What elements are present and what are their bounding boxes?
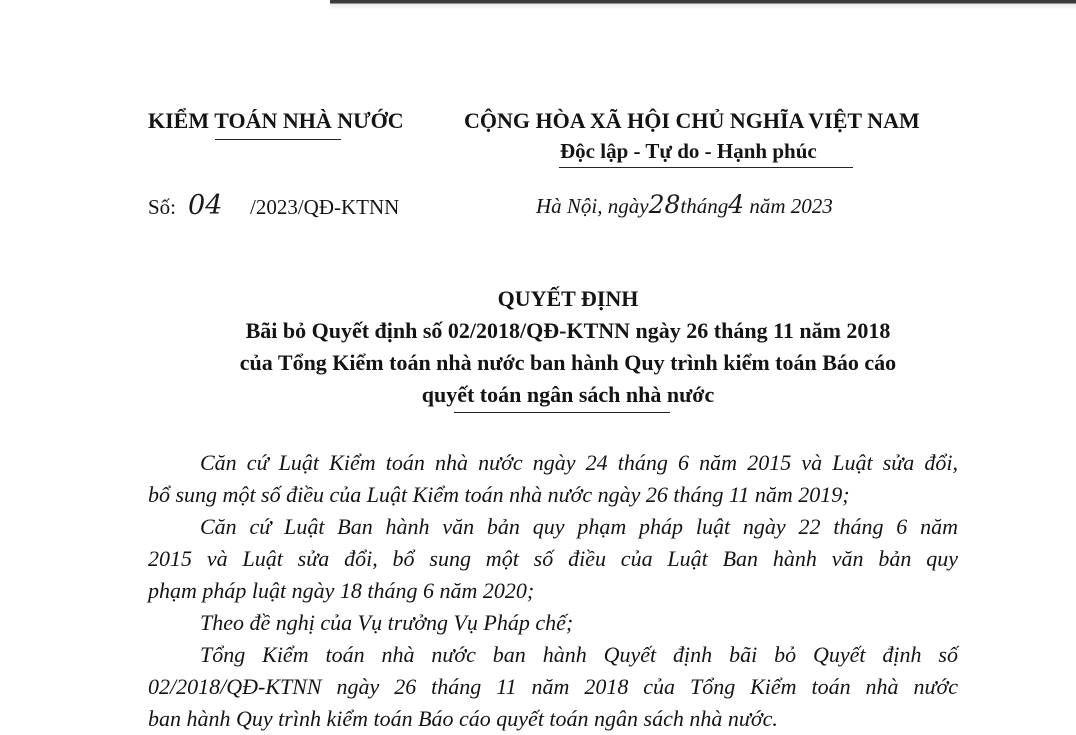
body-line: Căn cứ Luật Kiểm toán nhà nước ngày 24 tháng 6 năm 2015 và Luật sửa đổi, (200, 450, 958, 475)
national-title: CỘNG HÒA XÃ HỘI CHỦ NGHĨA VIỆT NAM (464, 108, 920, 133)
subtitle-line: Bãi bỏ Quyết định số 02/2018/QĐ-KTNN ngày 26 tháng 11 năm 2018 (245, 318, 891, 343)
decision-heading (0, 283, 1076, 411)
date-month-label: tháng (680, 194, 729, 218)
date-place-prefix: Hà Nội, ngày (536, 194, 649, 218)
legal-basis-paragraph-cont (148, 479, 958, 511)
subtitle-line: quyết toán ngân sách nhà nước (421, 382, 715, 407)
decision-title: QUYẾT ĐỊNH (497, 286, 639, 311)
subtitle-underline (454, 412, 670, 413)
legal-basis-paragraph (148, 511, 958, 543)
body-line: 02/2018/QĐ-KTNN ngày 26 tháng 11 năm 2018 của Tổng Kiểm toán nhà nước (148, 674, 958, 699)
decision-statement-paragraph-cont (148, 671, 958, 735)
body-line: ban hành Quy trình kiểm toán Báo cáo quyết toán ngân sách nhà nước. (148, 706, 778, 731)
motto-underline (559, 167, 853, 168)
issue-date (536, 190, 833, 219)
document-number-handwritten: 04 (188, 190, 223, 221)
body-line: bổ sung một số điều của Luật Kiểm toán nhà nước ngày 26 tháng 11 năm 2019; (148, 482, 850, 507)
document-number (148, 190, 399, 221)
body-line: phạm pháp luật ngày 18 tháng 6 năm 2020; (148, 578, 535, 603)
issuing-organization: KIỂM TOÁN NHÀ NƯỚC (148, 108, 404, 133)
decision-subtitle (0, 315, 1076, 411)
date-month-handwritten: 4 (728, 190, 745, 219)
body-line: 2015 và Luật sửa đổi, bổ sung một số điều của Luật Ban hành văn bản quy (148, 546, 958, 571)
proposal-paragraph (148, 607, 958, 639)
date-year: năm 2023 (749, 194, 833, 218)
scan-border (330, 0, 1076, 10)
document-number-label: Số: (148, 195, 177, 219)
decision-statement-paragraph (148, 639, 958, 671)
document-number-suffix: /2023/QĐ-KTNN (250, 195, 400, 219)
legal-basis-paragraph (148, 447, 958, 479)
subtitle-line: của Tổng Kiểm toán nhà nước ban hành Quy trình kiểm toán Báo cáo (239, 350, 897, 375)
body-line: Theo đề nghị của Vụ trưởng Vụ Pháp chế; (200, 610, 574, 635)
legal-basis-paragraph-cont (148, 543, 958, 607)
national-motto: Độc lập - Tự do - Hạnh phúc (560, 139, 817, 163)
date-day-handwritten: 28 (648, 190, 681, 219)
decision-body (148, 447, 958, 735)
organization-underline (215, 139, 341, 140)
body-line: Căn cứ Luật Ban hành văn bản quy phạm pháp luật ngày 22 tháng 6 năm (200, 514, 958, 539)
body-line: Tổng Kiểm toán nhà nước ban hành Quyết định bãi bỏ Quyết định số (200, 642, 958, 667)
